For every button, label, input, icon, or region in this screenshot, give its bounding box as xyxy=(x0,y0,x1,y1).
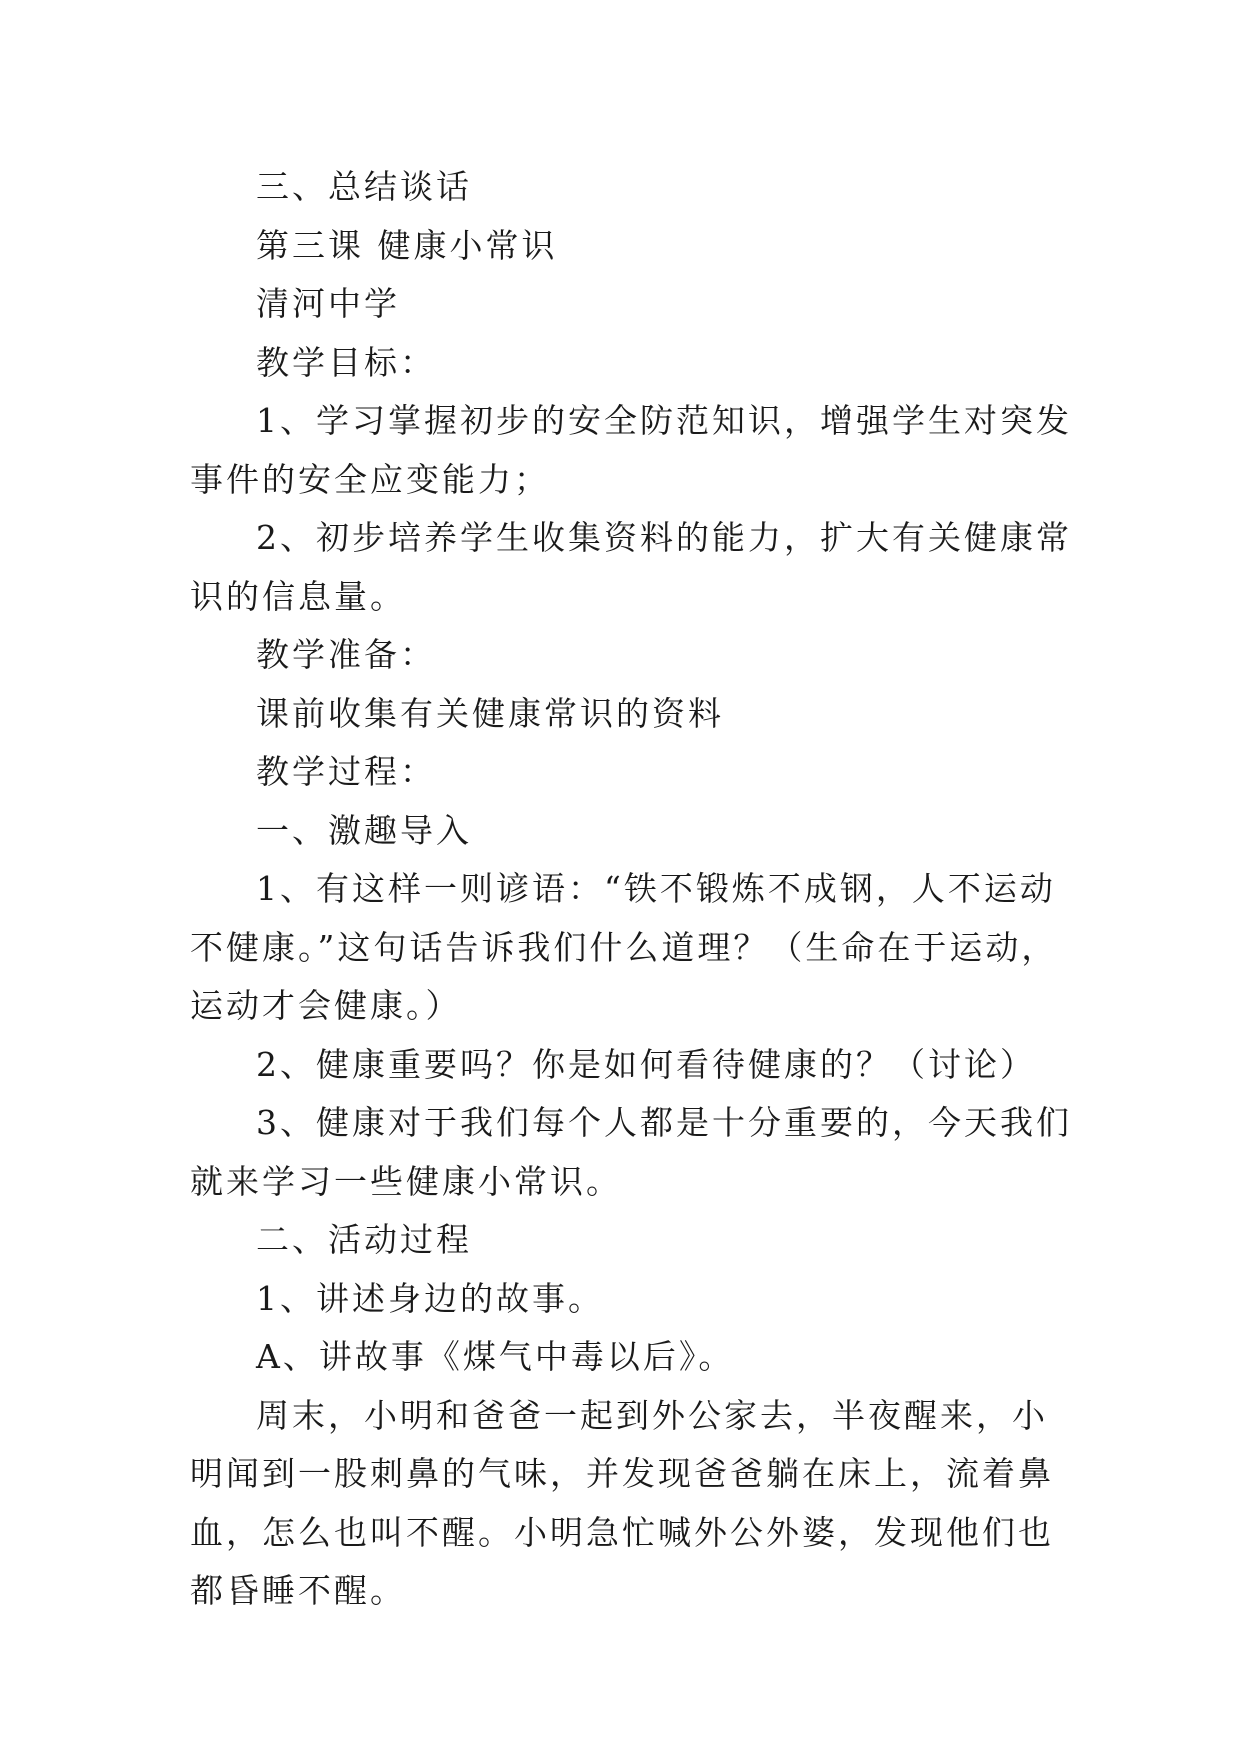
intro-item-3: 3、健康对于我们每个人都是十分重要的，今天我们就来学习一些健康小常识。 xyxy=(190,1103,1072,1201)
story-paragraph: 周末，小明和爸爸一起到外公家去，半夜醒来，小明闻到一股刺鼻的气味，并发现爸爸躺在床上，流着鼻血，怎么也叫不醒。小明急忙喊外公外婆，发现他们也都昏睡不醒。 xyxy=(190,1395,1054,1610)
goals-heading: 教学目标： xyxy=(256,342,436,382)
goal-item-2: 2、初步培养学生收集资料的能力，扩大有关健康常识的信息量。 xyxy=(190,518,1072,616)
preparation-text: 课前收集有关健康常识的资料 xyxy=(256,693,724,733)
process-heading: 教学过程： xyxy=(256,752,436,791)
intro-item-1: 1、有这样一则谚语：“铁不锻炼不成钢，人不运动不健康。”这句话告诉我们什么道理？（生命在于运动，运动才会健康。） xyxy=(190,869,1058,1025)
preparation-heading: 教学准备： xyxy=(256,635,436,674)
intro-item-2: 2、健康重要吗？你是如何看待健康的？（讨论） xyxy=(256,1044,1036,1084)
document-body xyxy=(190,158,1080,1621)
section-heading-intro: 一、激趣导入 xyxy=(256,810,472,850)
activity-item-1: 1、讲述身边的故事。 xyxy=(256,1278,604,1318)
lesson-title: 第三课 健康小常识 xyxy=(256,225,558,265)
activity-story-title: A、讲故事《煤气中毒以后》。 xyxy=(256,1337,735,1376)
goal-item-1: 1、学习掌握初步的安全防范知识，增强学生对突发事件的安全应变能力； xyxy=(190,401,1072,499)
section-heading-summary: 三、总结谈话 xyxy=(256,167,472,206)
school-name: 清河中学 xyxy=(256,284,400,323)
section-heading-activity: 二、活动过程 xyxy=(256,1220,472,1259)
